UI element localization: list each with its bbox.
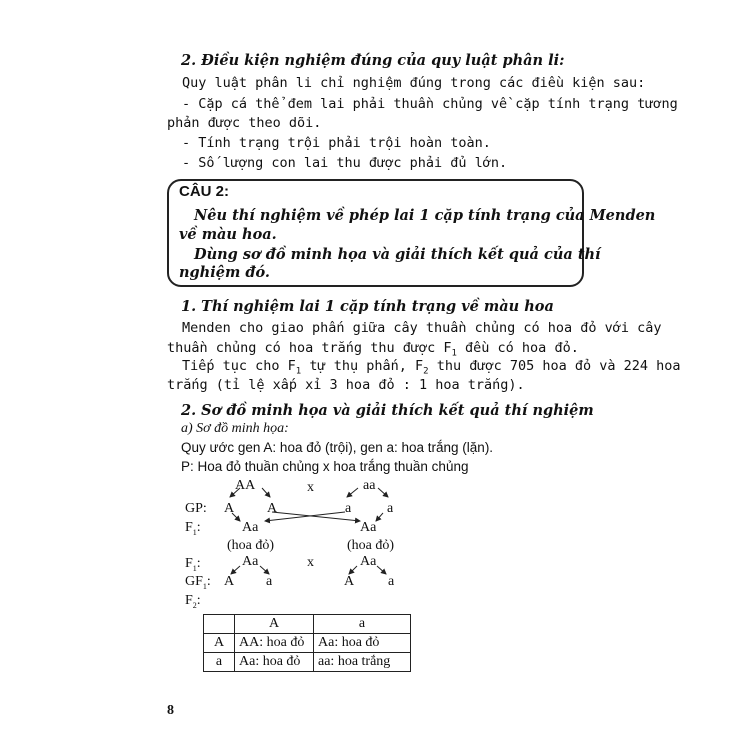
table-cell: aa: hoa trắng: [314, 653, 411, 672]
bullet-line: - Số lượng con lai thu được phải đủ lớn.: [182, 155, 508, 171]
table-cell: [204, 615, 235, 634]
gene-convention: Quy ước gen A: hoa đỏ (trội), gen a: hoa trắng (lặn).: [181, 440, 494, 455]
parent-genotype: AA: [235, 478, 256, 493]
gamete: A: [224, 574, 235, 589]
gamete: a: [266, 574, 273, 589]
gamete: a: [388, 574, 395, 589]
bullet-line: - Tính trạng trội phải trội hoàn toàn.: [182, 135, 491, 151]
gamete: a: [345, 501, 352, 516]
table-cell: a: [204, 653, 235, 672]
paragraph-line: thuần chủng có hoa trắng thu được $F_1$ đều có hoa đỏ.: [167, 340, 579, 359]
f2-label: $F_2$:: [185, 593, 201, 610]
cross-symbol: x: [307, 555, 314, 570]
parent-genotype: Aa: [360, 554, 377, 569]
table-cell: A: [235, 615, 314, 634]
f1-cross-label: $F_1$:: [185, 556, 201, 573]
gamete: A: [344, 574, 355, 589]
question-line: về màu hoa.: [179, 226, 277, 243]
section-heading: 2. Điều kiện nghiệm đúng của quy luật phân li:: [181, 52, 565, 69]
table-row: [204, 634, 411, 653]
gp-label: GP:: [185, 501, 207, 516]
offspring-genotype: Aa: [360, 520, 377, 535]
table-cell: Aa: hoa đỏ: [314, 634, 411, 653]
page-number: 8: [167, 703, 174, 718]
gamete: a: [387, 501, 394, 516]
table-header-row: [204, 615, 411, 634]
table-cell: Aa: hoa đỏ: [235, 653, 314, 672]
paragraph-line: Tiếp tục cho $F_1$ tự thụ phấn, $F_2$ thu được 705 hoa đỏ và 224 hoa: [182, 358, 681, 377]
punnett-square: [203, 614, 411, 672]
table-row: [204, 653, 411, 672]
offspring-genotype: Aa: [242, 520, 259, 535]
question-label: CÂU 2:: [179, 183, 230, 200]
paragraph-line: Menden cho giao phấn giữa cây thuần chủng có hoa đỏ với cây: [182, 320, 662, 336]
gf1-label: $GF_1$:: [185, 574, 211, 591]
table-cell: A: [204, 634, 235, 653]
question-line: Dùng sơ đồ minh họa và giải thích kết quả của thí: [194, 246, 601, 263]
table-cell: a: [314, 615, 411, 634]
parent-genotype: aa: [363, 478, 376, 493]
question-line: nghiệm đó.: [179, 264, 270, 281]
answer-heading: 1. Thí nghiệm lai 1 cặp tính trạng về màu hoa: [181, 298, 554, 315]
gamete: A: [267, 501, 278, 516]
phenotype-label: (hoa đỏ): [347, 538, 395, 553]
paragraph-line: trắng (tỉ lệ xấp xỉ 3 hoa đỏ : 1 hoa trắng).: [167, 377, 525, 393]
answer-heading: 2. Sơ đồ minh họa và giải thích kết quả thí nghiệm: [181, 402, 594, 419]
table-cell: AA: hoa đỏ: [235, 634, 314, 653]
question-line: Nêu thí nghiệm về phép lai 1 cặp tính trạng của Menden: [194, 207, 656, 224]
bullet-line: phản được theo dõi.: [167, 115, 322, 131]
f1-label: $F_1$:: [185, 520, 201, 537]
phenotype-label: (hoa đỏ): [227, 538, 275, 553]
paragraph-line: Quy luật phân li chỉ nghiệm đúng trong các điều kiện sau:: [182, 75, 646, 91]
bullet-line: - Cặp cá thể đem lai phải thuần chủng về cặp tính trạng tương: [182, 96, 678, 112]
gamete: A: [224, 501, 235, 516]
cross-line: P: Hoa đỏ thuần chủng x hoa trắng thuần chủng: [181, 459, 469, 474]
parent-genotype: Aa: [242, 554, 259, 569]
cross-symbol: x: [307, 480, 314, 495]
sub-heading: a) Sơ đồ minh họa:: [181, 421, 289, 436]
